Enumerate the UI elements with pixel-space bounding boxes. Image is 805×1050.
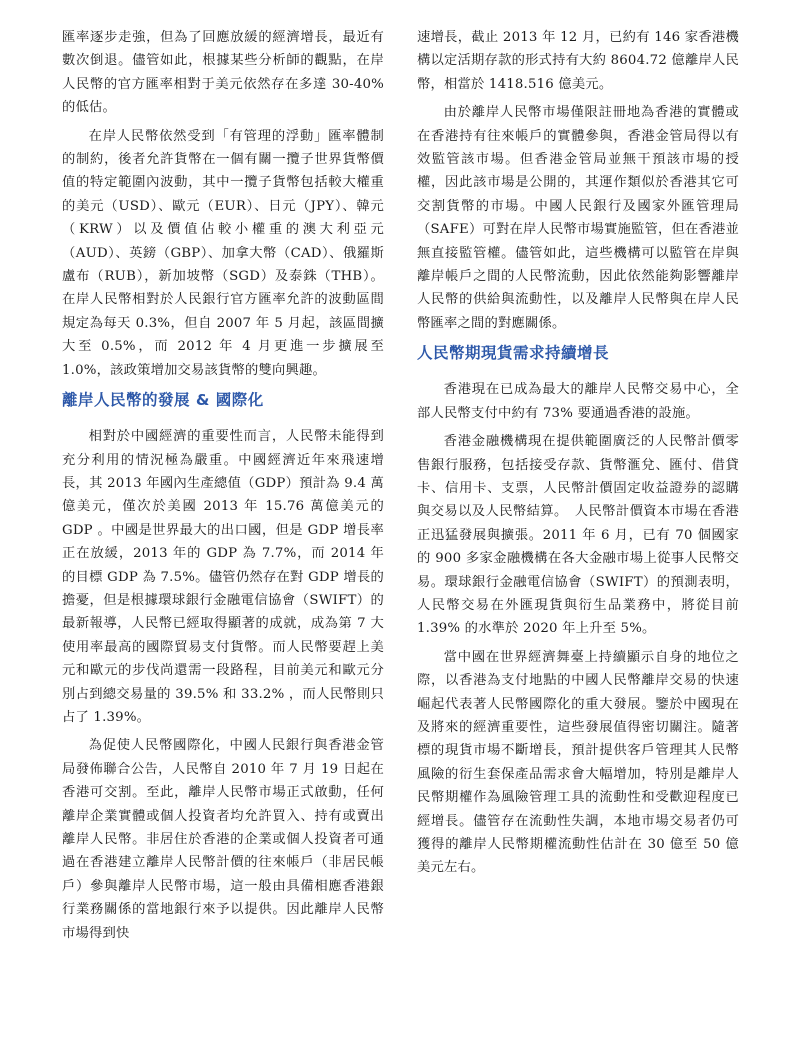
section-heading: 人民幣期現貨需求持續增長 [417,344,610,363]
paragraph: 速增長，截止 2013 年 12 月，已約有 146 家香港機構以定活期存款的形式持有大約 8604.72 億離岸人民幣，相當於 1418.516 億美元。 [417,30,739,92]
paragraph: 為促使人民幣國際化，中國人民銀行與香港金管局發佈聯合公告，人民幣自 2010 年 7 月 19 日起在香港可交割。至此，離岸人民幣市場正式啟動，任何離岸企業實體或個人投資者均允許買入、持有或賣出離岸人民幣。非居住於香港的企業或個人投資者可通過在香港建立離岸人民幣計價的往來帳戶（非居民帳戶）參與離岸人民幣市場，這一般由具備相應香港銀行業務關係的當地銀行來予以提供。因此離岸人民幣市場得到快 [62,738,384,941]
paragraph: 相對於中國經濟的重要性而言，人民幣未能得到充分利用的情況極為嚴重。中國經濟近年來飛速增長，其 2013 年國內生產總值（GDP）預計為 9.4 萬億美元，僅次於美國 2013 年 15.76 萬億美元的 GDP 。中國是世界最大的出口國，但是 GDP 增長率正在放緩，2013 年的 GDP 為 7.7%，而 2014 年的目標 GDP 為 7.5%。儘管仍然存在對 GDP 增長的擔憂，但是根據環球銀行金融電信協會（SWIFT）的最新報導，人民幣已經取得顯著的成就，成為第 7 大使用率最高的國際貿易支付貨幣。而人民幣要趕上美元和歐元的步伐尚還需一段路程，目前美元和歐元分別占到總交易量的 39.5% 和 33.2% ，而人民幣則只占了 1.39%。 [62,429,384,725]
paragraph: 香港現在已成為最大的離岸人民幣交易中心，全部人民幣支付中約有 73% 要通過香港的設施。 [417,382,739,421]
left-column [62,26,384,950]
paragraph: 在岸人民幣依然受到「有管理的浮動」匯率體制的制約，後者允許貨幣在一個有關一攬子世界貨幣價值的特定範圍內波動，其中一攬子貨幣包括較大權重的美元（USD）、歐元（EUR）、日元（JPY）、韓元（KRW）以及價值佔較小權重的澳大利亞元（AUD）、英鎊（GBP）、加拿大幣（CAD）、俄羅斯盧布（RUB），新加坡幣（SGD）及泰銖（THB）。在岸人民幣相對於人民銀行官方匯率允許的波動區間規定為每天 0.3%，但自 2007 年 5 月起，該區間擴大至 0.5%，而 2012 年 4 月更進一步擴展至 1.0%，該政策增加交易該貨幣的雙向興趣。 [62,128,384,378]
right-column [417,26,739,885]
paragraph: 由於離岸人民幣市場僅限註冊地為香港的實體或在香港持有往來帳戶的實體參與，香港金管局得以有效監管該市場。但香港金管局並無干預該市場的授權，因此該市場是公開的，其運作類似於香港其它可交割貨幣的市場。中國人民銀行及國家外匯管理局（SAFE）可對在岸人民幣市場實施監管，但在香港並無直接監管權。儘管如此，這些機構可以監管在岸與離岸帳戶之間的人民幣流動，因此依然能夠影響離岸人民幣的供給與流動性，以及離岸人民幣與在岸人民幣匯率之間的對應關係。 [417,105,739,331]
paragraph: 匯率逐步走強，但為了回應放緩的經濟增長，最近有數次倒退。儘管如此，根據某些分析師的觀點，在岸人民幣的官方匯率相對于美元依然存在多達 30-40% 的低估。 [62,30,384,116]
section-heading: 離岸人民幣的發展 & 國際化 [62,391,264,410]
paragraph: 香港金融機構現在提供範圍廣泛的人民幣計價零售銀行服務，包括接受存款、貨幣滙兌、匯付、借貸卡、信用卡、支票，人民幣計價固定收益證券的認購與交易以及人民幣結算。 人民幣計價資本市場在香港正迅猛發展與擴張。2011 年 6 月，已有 70 個國家的 900 多家金融機構在各大金融市場上從事人民幣交易。環球銀行金融電信協會（SWIFT）的預測表明，人民幣交易在外匯現貨與衍生品業務中，將從目前 1.39% 的水準於 2020 年上升至 5%。 [417,434,739,637]
paragraph: 當中國在世界經濟舞臺上持續顯示自身的地位之際，以香港為支付地點的中國人民幣離岸交易的快速崛起代表著人民幣國際化的重大發展。鑒於中國現在及將來的經濟重要性，這些發展值得密切關注。隨著標的現貨市場不斷增長，預計提供客戶管理其人民幣風險的衍生套保產品需求會大幅增加，特別是離岸人民幣期權作為風險管理工具的流動性和受歡迎程度已經增長。儘管存在流動性失調，本地市場交易者仍可獲得的離岸人民幣期權流動性估計在 30 億至 50 億美元左右。 [417,649,739,876]
